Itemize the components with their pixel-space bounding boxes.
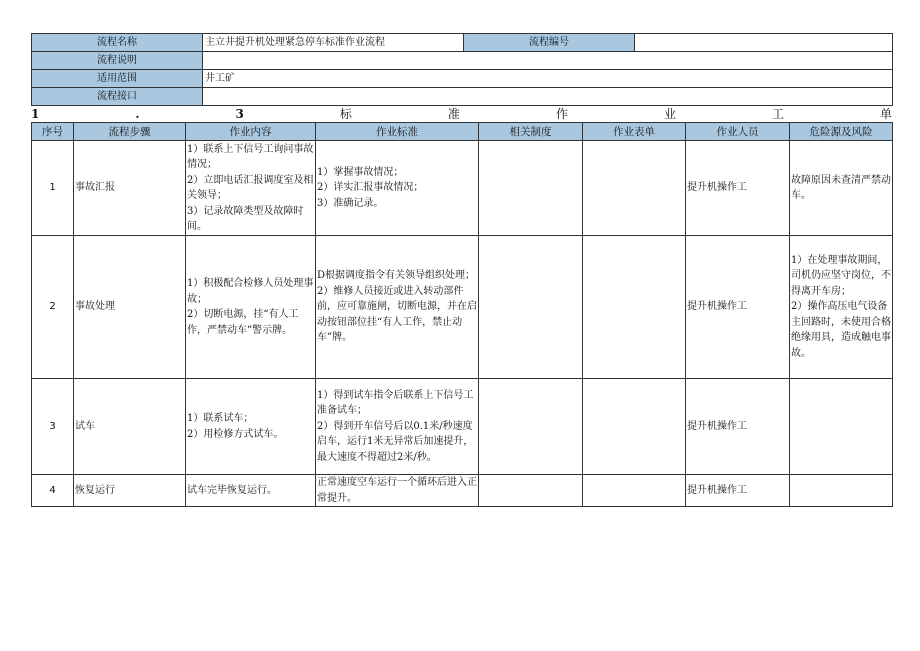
- section-title: [31, 106, 892, 121]
- col-header-policy: 相关制度: [479, 123, 583, 141]
- col-header-staff: 作业人员: [686, 123, 790, 141]
- header-row-desc: [32, 52, 893, 70]
- cell-risk: [790, 141, 893, 236]
- cell-no: 4: [32, 475, 74, 507]
- table-row: [32, 236, 893, 379]
- cell-policy: [479, 475, 583, 507]
- scope-value: 井工矿: [203, 70, 893, 88]
- table-header-row: [32, 123, 893, 141]
- cell-step: 事故处理: [74, 236, 186, 379]
- content-line: 2）立即电话汇报调度室及相关领导；: [187, 174, 314, 201]
- process-desc-value: [203, 52, 893, 70]
- standard-line: 3）准确记录。: [317, 197, 384, 209]
- cell-policy: [479, 379, 583, 475]
- content-line: 2）切断电源，挂“有人工作，严禁动车”警示牌。: [187, 309, 299, 336]
- section-title-part: 准: [447, 107, 460, 121]
- standard-line: 1）得到试车指令后联系上下信号工准备试车；: [317, 389, 474, 417]
- cell-form: [583, 379, 686, 475]
- header-row-scope: [32, 70, 893, 88]
- cell-content: [186, 475, 316, 507]
- table-row: [32, 379, 893, 475]
- interface-label: 流程接口: [32, 88, 203, 106]
- process-desc-label: 流程说明: [32, 52, 203, 70]
- process-code-label: 流程编号: [464, 34, 635, 52]
- header-row-interface: [32, 88, 893, 106]
- cell-content: [186, 379, 316, 475]
- cell-standard: [316, 379, 479, 475]
- section-title-part: 作: [555, 107, 568, 121]
- cell-content: [186, 236, 316, 379]
- content-line: 3）记录故障类型及故障时间。: [187, 205, 304, 232]
- content-line: 1）联系上下信号工询问事故情况；: [187, 143, 314, 170]
- section-title-part: 1: [31, 106, 40, 121]
- cell-risk: [790, 379, 893, 475]
- cell-staff: 提升机操作工: [686, 379, 790, 475]
- col-header-step: 流程步骤: [74, 123, 186, 141]
- cell-form: [583, 141, 686, 236]
- section-title-part: 业: [663, 107, 676, 121]
- cell-no: 3: [32, 379, 74, 475]
- cell-step: 试车: [74, 379, 186, 475]
- cell-standard: [316, 236, 479, 379]
- risk-line: 2）操作高压电气设备主回路时，未使用合格绝缘用具，造成触电事故。: [791, 301, 891, 359]
- table-row: [32, 141, 893, 236]
- cell-staff: 提升机操作工: [686, 141, 790, 236]
- standard-line: 2）详实汇报事故情况；: [317, 182, 424, 194]
- standard-line: 1）掌握事故情况；: [317, 166, 404, 178]
- risk-line: 故障原因未查清严禁动车。: [791, 174, 891, 201]
- scope-label: 适用范围: [32, 70, 203, 88]
- work-order-table: [31, 122, 893, 507]
- cell-policy: [479, 236, 583, 379]
- col-header-no: 序号: [32, 123, 74, 141]
- process-name-value: 主立井提升机处理紧急停车标准作业流程: [203, 34, 464, 52]
- cell-policy: [479, 141, 583, 236]
- standard-line: 2）维修人员接近或进入转动部件前，应可靠施闸，切断电源，并在启动按钮部位挂“有人工作，禁止动车”牌。: [317, 285, 477, 344]
- col-header-content: 作业内容: [186, 123, 316, 141]
- cell-staff: 提升机操作工: [686, 475, 790, 507]
- section-title-part: .: [135, 106, 140, 121]
- col-header-risk: 危险源及风险: [790, 123, 893, 141]
- process-code-value: [635, 34, 893, 52]
- process-name-label: 流程名称: [32, 34, 203, 52]
- standard-line: D根据调度指令有关领导组织处理；: [317, 270, 476, 282]
- content-line: 1）积极配合检修人员处理事故；: [187, 278, 314, 305]
- col-header-form: 作业表单: [583, 123, 686, 141]
- cell-staff: 提升机操作工: [686, 236, 790, 379]
- cell-form: [583, 475, 686, 507]
- content-line: 2）用检修方式试车。: [187, 428, 284, 440]
- cell-no: 2: [32, 236, 74, 379]
- interface-value: [203, 88, 893, 106]
- section-title-part: 单: [879, 107, 892, 121]
- section-title-part: 3: [235, 106, 244, 121]
- standard-line: 正常速度空车运行一个循环后进入正常提升。: [317, 477, 477, 504]
- section-title-part: 工: [771, 107, 784, 121]
- risk-line: 1）在处理事故期间，司机仍应坚守岗位，不得离开车房；: [791, 254, 891, 297]
- cell-no: 1: [32, 141, 74, 236]
- content-line: 1）联系试车；: [187, 413, 254, 424]
- cell-step: 恢复运行: [74, 475, 186, 507]
- cell-form: [583, 236, 686, 379]
- cell-content: [186, 141, 316, 236]
- cell-standard: [316, 475, 479, 507]
- section-title-part: 标: [339, 107, 352, 121]
- cell-risk: [790, 236, 893, 379]
- standard-line: 2）得到开车信号后以0.1米/秒速度启车，运行1米无异常后加速提升，最大速度不得超过2米/秒。: [317, 420, 474, 463]
- header-row-name: [32, 34, 893, 52]
- cell-standard: [316, 141, 479, 236]
- table-row: [32, 475, 893, 507]
- col-header-standard: 作业标准: [316, 123, 479, 141]
- cell-risk: [790, 475, 893, 507]
- content-line: 试车完毕恢复运行。: [187, 484, 277, 496]
- process-header-table: [31, 33, 893, 106]
- cell-step: 事故汇报: [74, 141, 186, 236]
